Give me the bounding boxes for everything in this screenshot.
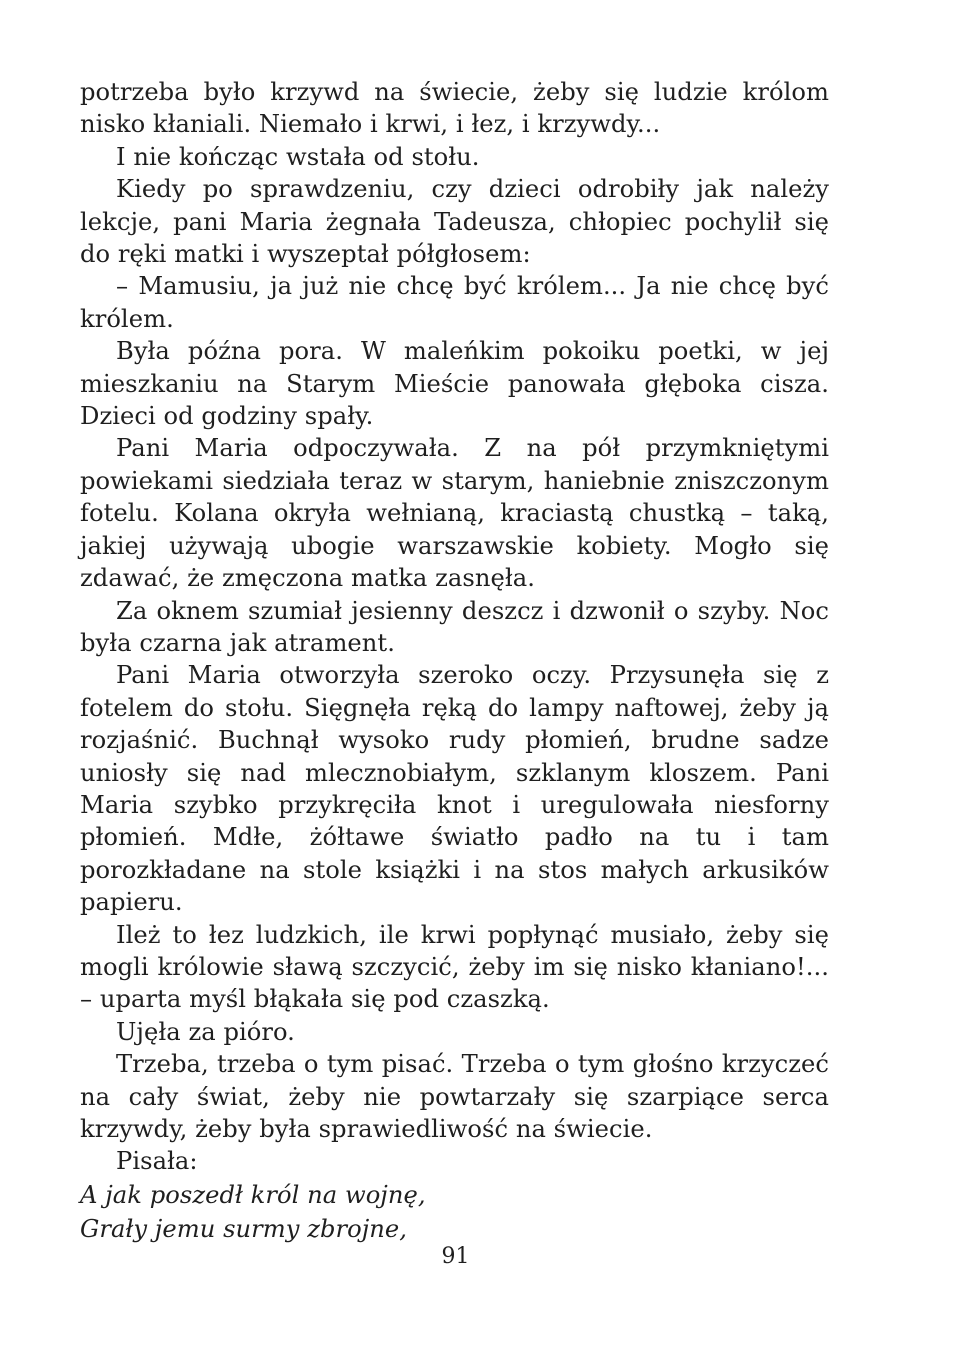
paragraph: Ujęła za pióro. <box>116 1017 295 1046</box>
page-number: 91 <box>441 1244 470 1269</box>
paragraph: Trzeba, trzeba o tym pisać. Trzeba o tym głośno krzyczeć na cały świat, żeby nie powtarzały się szarpiące serca krzywdy, żeby była sprawiedliwość na świecie. <box>80 1050 829 1143</box>
paragraph: Pisała: <box>116 1147 198 1176</box>
paragraph: Była późna pora. W maleńkim pokoiku poetki, w jej mieszkaniu na Starym Mieście panowała głęboka cisza. Dzieci od godziny spały. <box>80 337 829 431</box>
page-body <box>80 76 829 1246</box>
paragraph: Za oknem szumiał jesienny deszcz i dzwonił o szyby. Noc była czarna jak atrament. <box>80 596 829 657</box>
paragraph: Pani Maria otworzyła szeroko oczy. Przysunęła się z fotelem do stołu. Sięgnęła ręką do lampy naftowej, żeby ją rozjaśnić. Buchnął wysoko rudy płomień, brudne sadze uniosły się nad mlecznobiałym, szklanym kloszem. Pani Maria szybko przykręciła knot i uregulowała niesforny płomień. Mdłe, żółtawe światło padło na tu i tam porozkładane na stole książki i na stos małych arkusików papieru. <box>80 661 829 917</box>
paragraph: Ileż to łez ludzkich, ile krwi popłynąć musiało, żeby się mogli królowie sławą szczycić, żeby im się nisko kłaniano!... – uparta myśl błąkała się pod czaszką. <box>80 920 829 1014</box>
paragraph: I nie kończąc wstała od stołu. <box>116 142 480 171</box>
paragraph: potrzeba było krzywd na świecie, żeby się ludzie królom nisko kłaniali. Niemało i krwi, i łez, i krzywdy... <box>80 78 829 139</box>
paragraph: Pani Maria odpoczywała. Z na pół przymkniętymi powiekami siedziała teraz w starym, haniebnie zniszczonym fotelu. Kolana okryła wełnianą, kraciastą chustką – taką, jakiej używają ubogie warszawskie kobiety. Mogło się zdawać, że zmęczona matka zasnęła. <box>80 434 829 593</box>
verse-line: A jak poszedł król na wojnę, <box>80 1180 426 1209</box>
paragraph: – Mamusiu, ja już nie chcę być królem... Ja nie chcę być królem. <box>80 272 829 333</box>
verse-line: Grały jemu surmy zbrojne, <box>80 1214 408 1243</box>
paragraph: Kiedy po sprawdzeniu, czy dzieci odrobiły jak należy lekcje, pani Maria żegnała Tadeusza, chłopiec pochylił się do ręki matki i wyszeptał półgłosem: <box>80 175 829 269</box>
